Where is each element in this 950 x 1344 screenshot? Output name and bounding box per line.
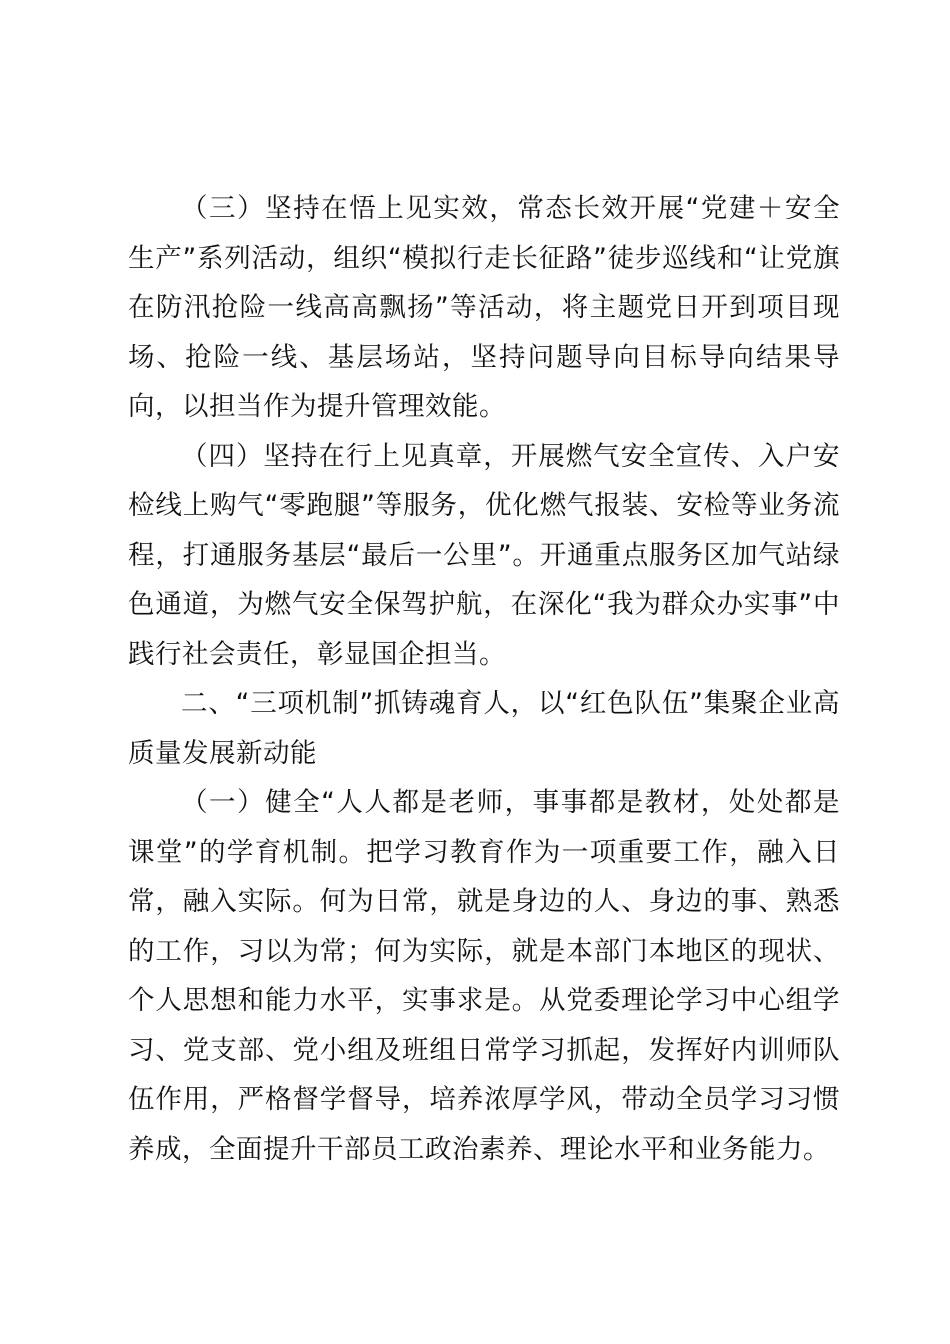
document-body	[128, 184, 840, 1174]
paragraph-three: （三）坚持在悟上见实效，常态长效开展“党建＋安全生产”系列活动，组织“模拟行走长征路”徒步巡线和“让党旗在防汛抢险一线高高飘扬”等活动，将主题党日开到项目现场、抢险一线、基层场站，坚持问题导向目标导向结果导向，以担当作为提升管理效能。	[128, 193, 840, 422]
section-heading-two: 二、“三项机制”抓铸魂育人，以“红色队伍”集聚企业高质量发展新动能	[128, 688, 840, 769]
paragraph-one: （一）健全“人人都是老师，事事都是教材，处处都是课堂”的学育机制。把学习教育作为一项重要工作，融入日常，融入实际。何为日常，就是身边的人、身边的事、熟悉的工作，习以为常；何为实际，就是本部门本地区的现状、个人思想和能力水平，实事求是。从党委理论学习中心组学习、党支部、党小组及班组日常学习抓起，发挥好内训师队伍作用，严格督学督导，培养浓厚学风，带动全员学习习惯养成，全面提升干部员工政治素养、理论水平和业务能力。	[128, 787, 840, 1165]
paragraph-four: （四）坚持在行上见真章，开展燃气安全宣传、入户安检线上购气“零跑腿”等服务，优化燃气报装、安检等业务流程，打通服务基层“最后一公里”。开通重点服务区加气站绿色通道，为燃气安全保驾护航，在深化“我为群众办实事”中践行社会责任，彰显国企担当。	[128, 440, 840, 670]
